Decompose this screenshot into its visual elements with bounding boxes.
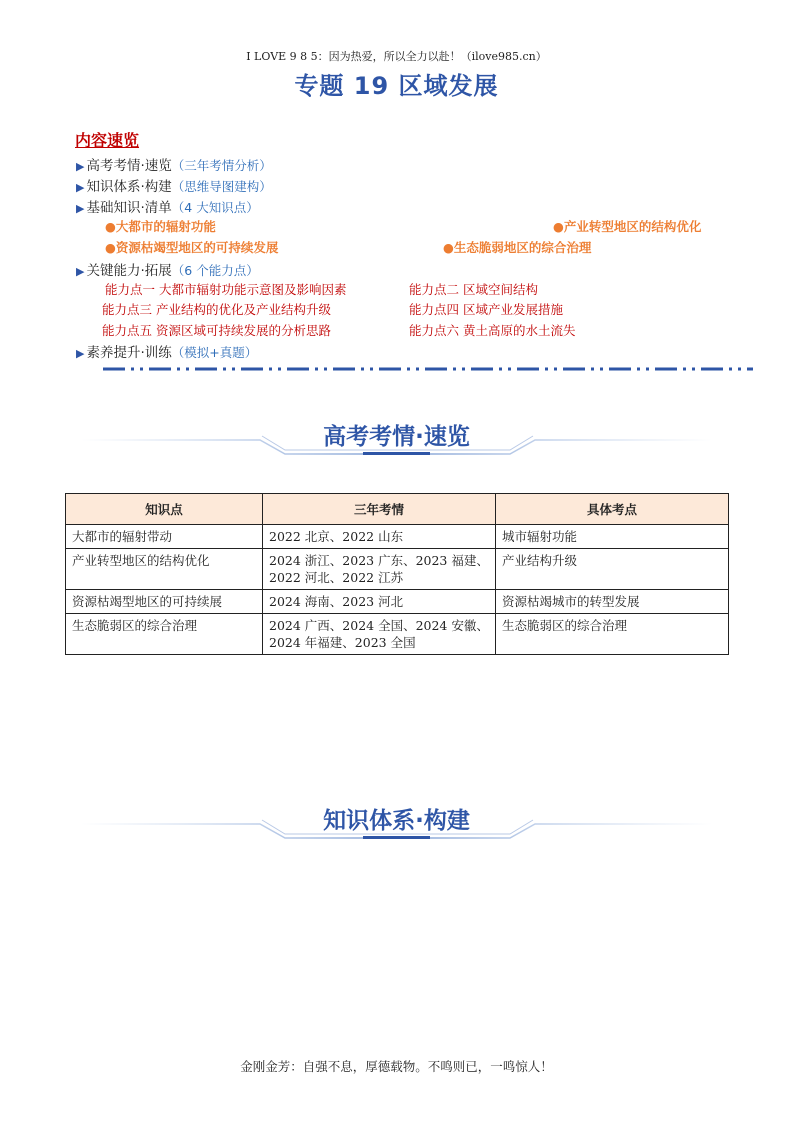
exam-table bbox=[65, 493, 729, 655]
triangle-bullet-icon: ▶ bbox=[76, 160, 85, 173]
toc-item-sub: （思维导图建构） bbox=[171, 179, 272, 194]
toc-item[interactable] bbox=[76, 341, 257, 361]
knowledge-point[interactable]: ●资源枯竭型地区的可持续发展 bbox=[105, 240, 279, 255]
table-cell: 大都市的辐射带动 bbox=[66, 525, 263, 549]
toc-item[interactable] bbox=[76, 259, 259, 279]
ability-point[interactable]: 能力点六 黄土高原的水土流失 bbox=[409, 323, 576, 338]
section-title-exam-overview: 高考考情·速览 bbox=[323, 424, 470, 450]
table-row bbox=[66, 590, 729, 614]
triangle-bullet-icon: ▶ bbox=[76, 347, 85, 360]
triangle-bullet-icon: ▶ bbox=[76, 265, 85, 278]
ability-point[interactable]: 能力点一 大都市辐射功能示意图及影响因素 bbox=[105, 282, 347, 297]
page-title: 专题 19 区域发展 bbox=[294, 72, 499, 100]
table-cell: 资源枯竭城市的转型发展 bbox=[496, 590, 729, 614]
knowledge-point[interactable]: ●产业转型地区的结构优化 bbox=[553, 219, 702, 234]
toc-heading: 内容速览 bbox=[75, 131, 140, 150]
toc-item-sub: （三年考情分析） bbox=[171, 158, 272, 173]
dashed-divider bbox=[103, 367, 753, 371]
table-row bbox=[66, 549, 729, 590]
toc-item-label: 高考考情·速览 bbox=[86, 158, 172, 174]
table-cell: 城市辐射功能 bbox=[496, 525, 729, 549]
toc-item-sub: （模拟+真题） bbox=[171, 345, 258, 360]
table-cell: 资源枯竭型地区的可持续展 bbox=[66, 590, 263, 614]
ability-point[interactable]: 能力点五 资源区域可持续发展的分析思路 bbox=[102, 323, 331, 338]
knowledge-point[interactable]: ●大都市的辐射功能 bbox=[105, 219, 216, 234]
toc-item-label: 关键能力·拓展 bbox=[86, 263, 172, 279]
toc-item[interactable] bbox=[76, 196, 259, 216]
table-cell: 2022 北京、2022 山东 bbox=[263, 525, 496, 549]
knowledge-point[interactable]: ●生态脆弱地区的综合治理 bbox=[443, 240, 592, 255]
triangle-bullet-icon: ▶ bbox=[76, 202, 85, 215]
table-cell: 产业结构升级 bbox=[496, 549, 729, 590]
toc-item-sub: （6 个能力点） bbox=[171, 263, 259, 278]
toc-item[interactable] bbox=[76, 154, 272, 174]
table-cell: 2024 海南、2023 河北 bbox=[263, 590, 496, 614]
toc-item-sub: （4 大知识点） bbox=[171, 200, 259, 215]
table-header-cell: 三年考情 bbox=[263, 494, 496, 525]
table-cell: 生态脆弱区的综合治理 bbox=[66, 614, 263, 655]
page-footer: 金刚金芳：自强不息，厚德载物。不鸣则已，一鸣惊人！ bbox=[240, 1059, 553, 1074]
page-header: I LOVE 9 8 5：因为热爱，所以全力以赴！（ilove985.cn） bbox=[246, 50, 547, 63]
table-header-row bbox=[66, 494, 729, 525]
section-title-knowledge-system: 知识体系·构建 bbox=[323, 808, 470, 834]
toc-item-label: 素养提升·训练 bbox=[86, 345, 172, 361]
ability-point[interactable]: 能力点四 区域产业发展措施 bbox=[409, 302, 563, 317]
table-header-cell: 具体考点 bbox=[496, 494, 729, 525]
table-cell: 生态脆弱区的综合治理 bbox=[496, 614, 729, 655]
toc-item[interactable] bbox=[76, 175, 272, 195]
table-cell: 产业转型地区的结构优化 bbox=[66, 549, 263, 590]
table-row bbox=[66, 614, 729, 655]
toc-item-label: 基础知识·清单 bbox=[86, 200, 172, 216]
ability-point[interactable]: 能力点三 产业结构的优化及产业结构升级 bbox=[102, 302, 331, 317]
triangle-bullet-icon: ▶ bbox=[76, 181, 85, 194]
table-cell: 2024 广西、2024 全国、2024 安徽、2024 年福建、2023 全国 bbox=[263, 614, 496, 655]
ability-point[interactable]: 能力点二 区域空间结构 bbox=[409, 282, 538, 297]
toc-item-label: 知识体系·构建 bbox=[86, 179, 172, 195]
table-row bbox=[66, 525, 729, 549]
table-header-cell: 知识点 bbox=[66, 494, 263, 525]
table-cell: 2024 浙江、2023 广东、2023 福建、2022 河北、2022 江苏 bbox=[263, 549, 496, 590]
